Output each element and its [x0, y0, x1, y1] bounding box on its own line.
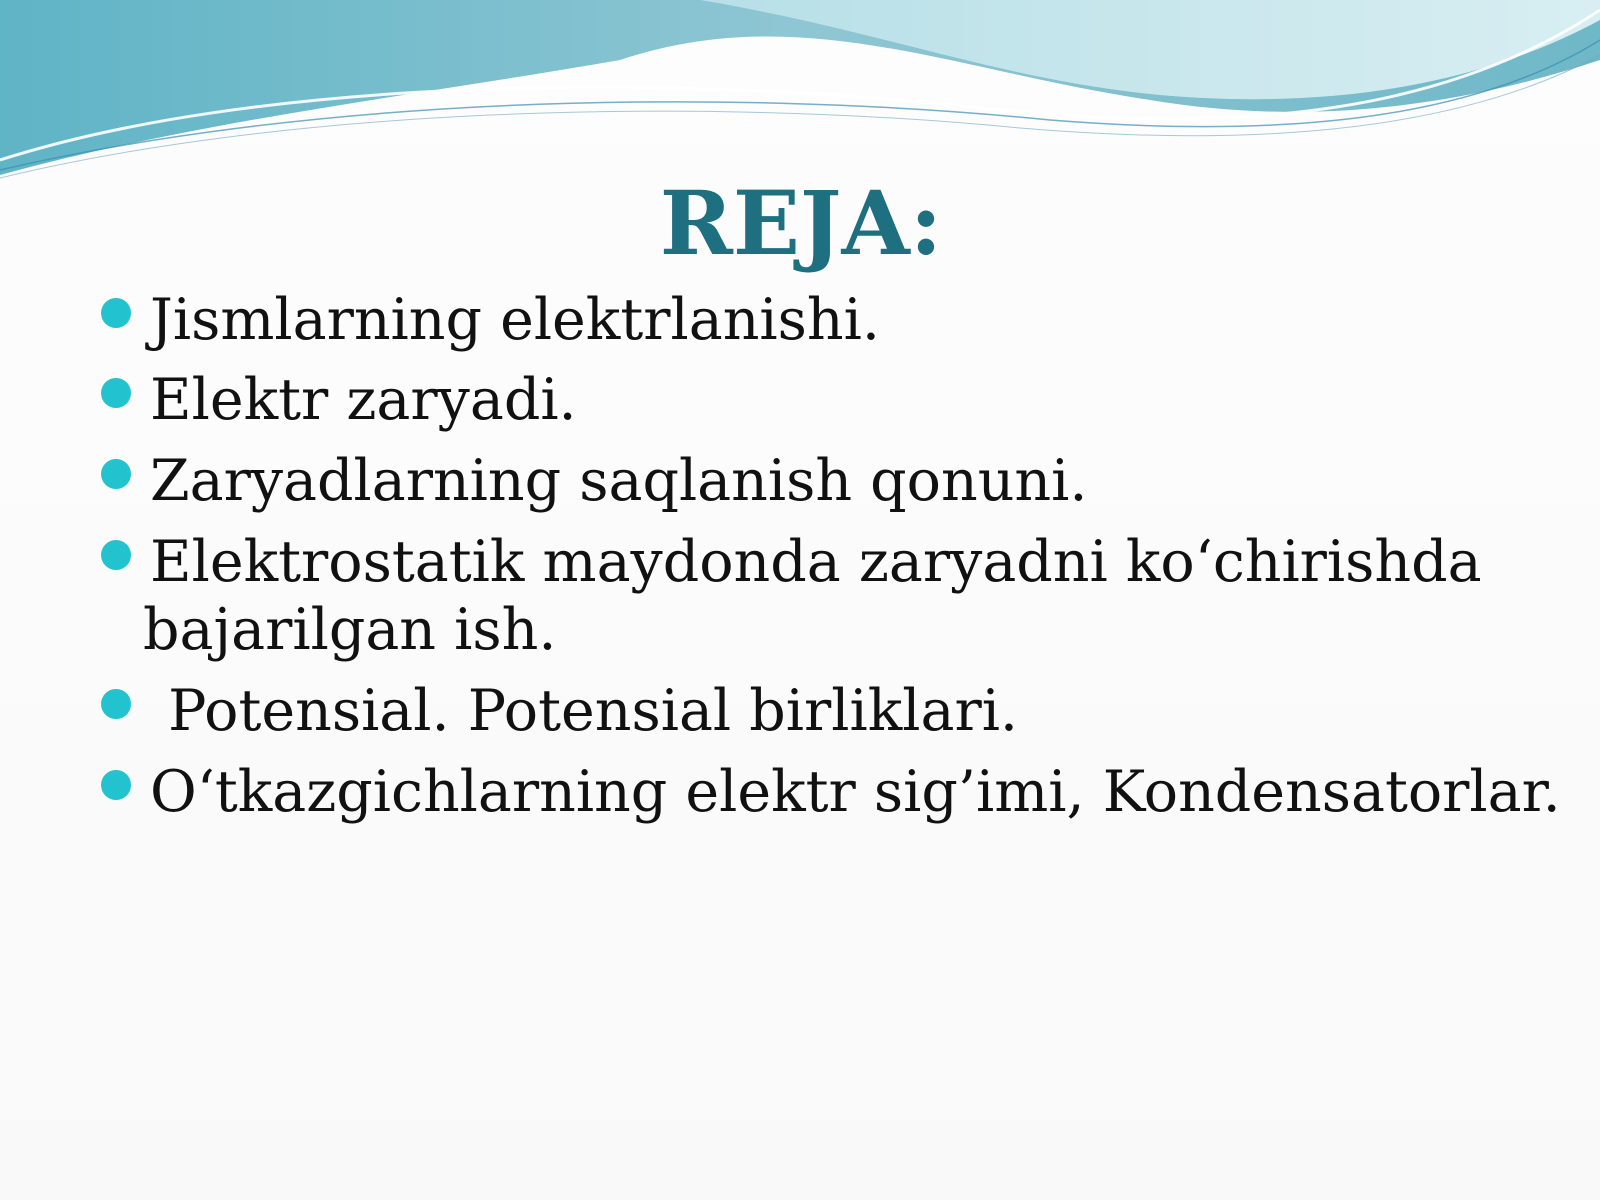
- bullet-text: Oʻtkazgichlarning elektr sig’imi, Kondensatorlar.: [150, 759, 1561, 825]
- bullet-dot-icon: [101, 689, 131, 719]
- list-item: [0, 527, 1520, 667]
- bullet-dot-icon: [101, 298, 131, 328]
- slide-title: REJA:: [659, 171, 943, 275]
- bullet-text: Jismlarning elektrlanishi.: [150, 287, 880, 353]
- bullet-dot-icon: [101, 459, 131, 489]
- bullet-text-continuation: bajarilgan ish.: [143, 597, 557, 663]
- bullet-dot-icon: [101, 540, 131, 570]
- bullet-text: Zaryadlarning saqlanish qonuni.: [150, 448, 1088, 514]
- bullet-text: Elektr zaryadi.: [150, 367, 577, 433]
- bullet-dot-icon: [101, 378, 131, 408]
- bullet-text: Potensial. Potensial birliklari.: [150, 678, 1019, 744]
- bullet-text: Elektrostatik maydonda zaryadni koʻchirishda: [150, 529, 1482, 595]
- bullet-dot-icon: [101, 770, 131, 800]
